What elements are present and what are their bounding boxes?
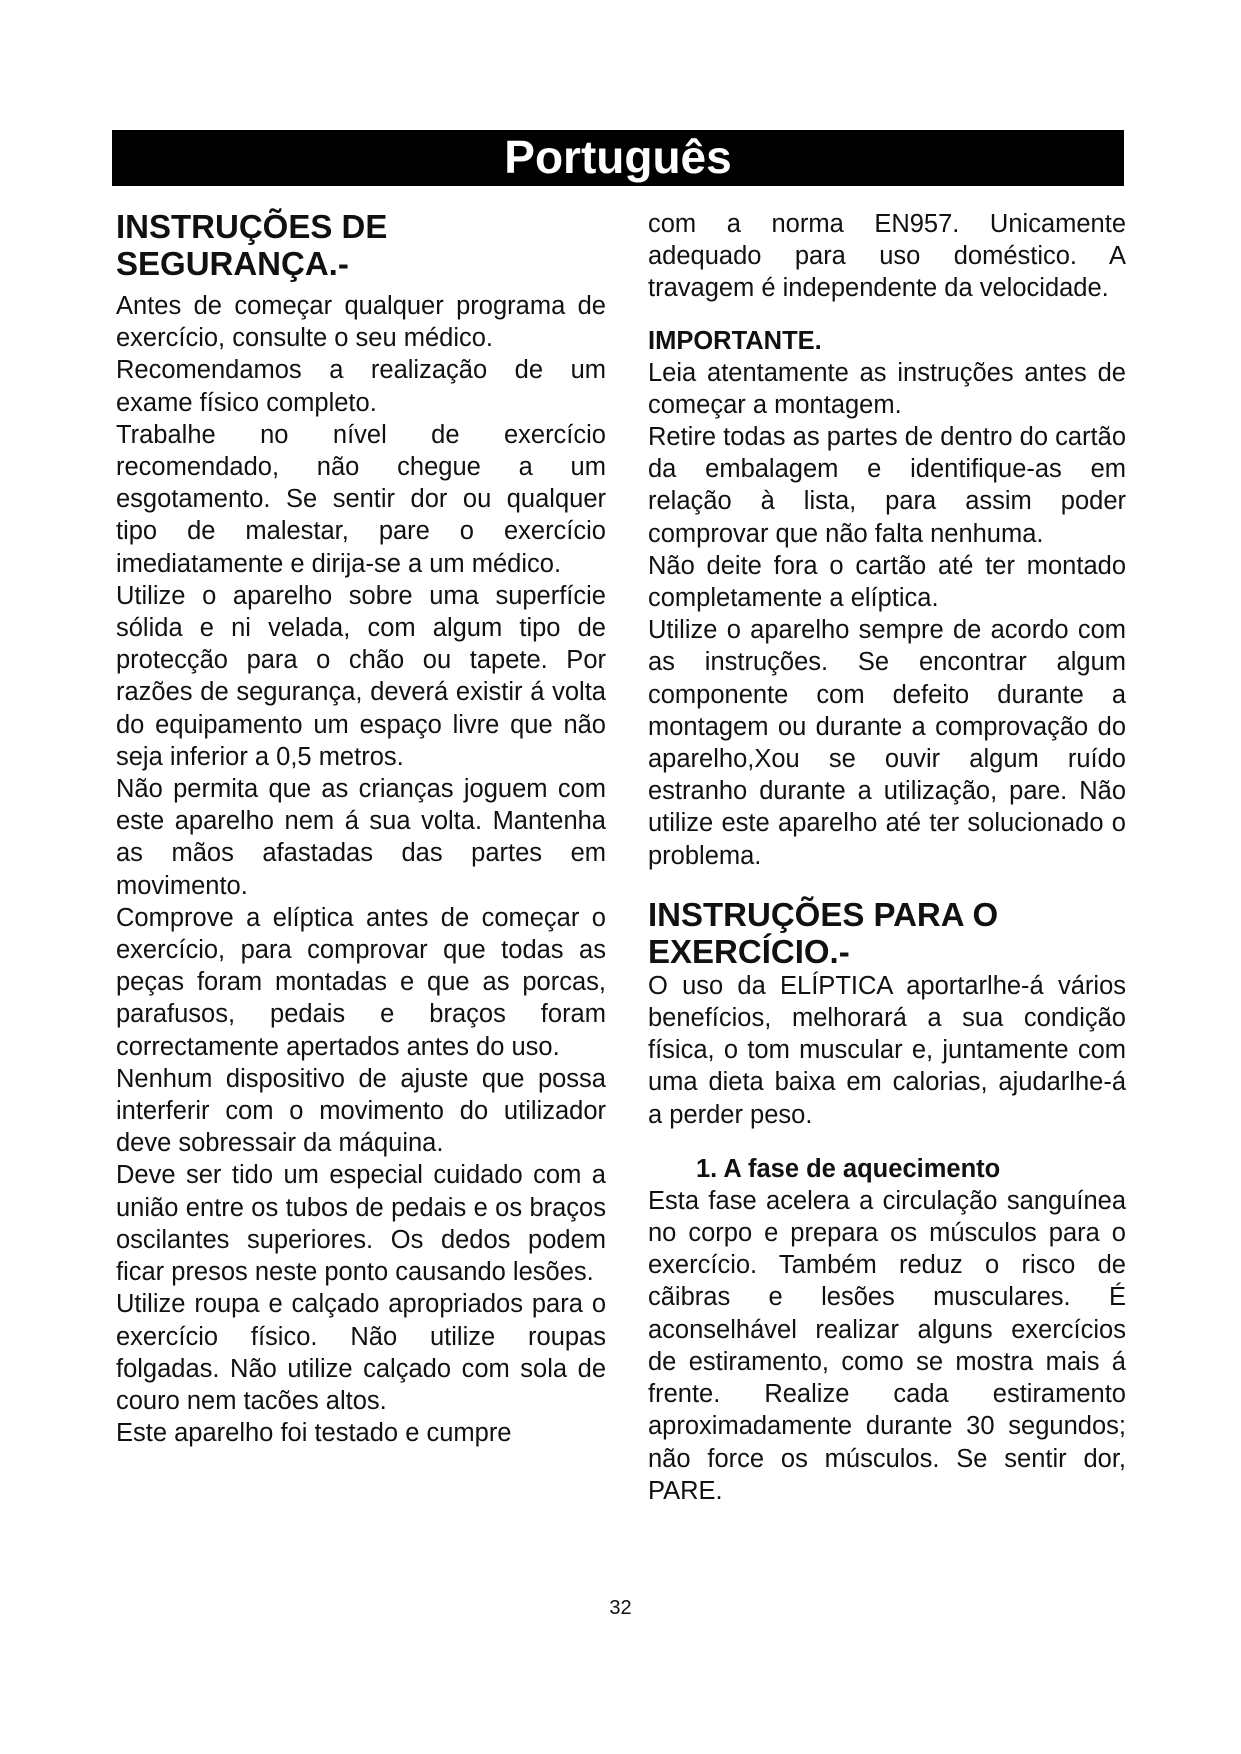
important-heading: IMPORTANTE.	[648, 326, 822, 355]
safety-paragraph: Recomendamos a realização de um exame físico completo.	[116, 356, 606, 417]
exercise-intro: O uso da ELÍPTICA aportarlhe-á vários benefícios, melhorará a sua condição física, o tom muscular e, juntamente com uma dieta baixa em calorias, ajudarlhe-á a perder peso.	[648, 971, 1126, 1129]
language-header-bar	[112, 130, 1124, 186]
safety-paragraph: Trabalhe no nível de exercício recomendado, não chegue a um esgotamento. Se sentir dor ou qualquer tipo de malestar, pare o exercício imediatamente e dirija-se a um médico.	[116, 420, 606, 578]
warmup-step-text: Esta fase acelera a circulação sanguínea no corpo e prepara os músculos para o exercício. Também reduz o risco de cãibras e lesões musculares. É aconselhável realizar alguns exercícios de estiramento, como se mostra mais á frente. Realize cada estiramento aproximadamente durante 30 segundos; não force os músculos. Se sentir dor, PARE.	[648, 1186, 1126, 1505]
right-column	[648, 208, 1126, 1507]
safety-paragraph: Este aparelho foi testado e cumpre	[116, 1419, 512, 1448]
language-title: Português	[504, 131, 732, 183]
important-paragraph: Não deite fora o cartão até ter montado completamente a elíptica.	[648, 551, 1126, 613]
important-paragraph: Leia atentamente as instruções antes de começar a montagem.	[648, 358, 1126, 419]
warmup-step-heading: 1. A fase de aquecimento	[696, 1154, 1001, 1183]
safety-heading: INSTRUÇÕES DE SEGURANÇA.-	[116, 208, 388, 282]
norm-continuation: com a norma EN957. Unicamente adequado para uso doméstico. A travagem é independente da velocidade.	[648, 210, 1126, 303]
safety-paragraph: Utilize roupa e calçado apropriados para o exercício físico. Não utilize roupas folgadas. Não utilize calçado com sola de couro nem tacões altos.	[116, 1290, 606, 1415]
safety-paragraph: Comprove a elíptica antes de começar o exercício, para comprovar que todas as peças foram montadas e que as porcas, parafusos, pedais e braços foram correctamente apertados antes do uso.	[116, 903, 606, 1061]
exercise-heading: INSTRUÇÕES PARA O EXERCÍCIO.-	[648, 895, 999, 970]
safety-paragraph: Não permita que as crianças joguem com este aparelho nem á sua volta. Mantenha as mãos afastadas das partes em movimento.	[116, 775, 606, 900]
safety-paragraph: Antes de começar qualquer programa de exercício, consulte o seu médico.	[116, 292, 606, 353]
page-number: 32	[609, 1597, 632, 1619]
important-paragraph: Utilize o aparelho sempre de acordo com as instruções. Se encontrar algum componente com defeito durante a montagem ou durante a comprovação do aparelho,Xou se ouvir algum ruído estranho durante a utilização, pare. Não utilize este aparelho até ter solucionado o problema.	[648, 616, 1126, 870]
important-paragraph: Retire todas as partes de dentro do cartão da embalagem e identifique-as em relação à lista, para assim poder comprovar que não falta nenhuma.	[648, 423, 1126, 548]
left-column	[116, 208, 606, 1449]
safety-paragraph: Nenhum dispositivo de ajuste que possa interferir com o movimento do utilizador deve sobressair da máquina.	[116, 1064, 606, 1158]
safety-paragraph: Utilize o aparelho sobre uma superfície sólida e ni velada, com algum tipo de protecção para o chão ou tapete. Por razões de segurança, deverá existir á volta do equipamento um espaço livre que não seja inferior a 0,5 metros.	[116, 581, 606, 771]
safety-paragraph: Deve ser tido um especial cuidado com a união entre os tubos de pedais e os braços oscilantes superiores. Os dedos podem ficar presos neste ponto causando lesões.	[116, 1161, 606, 1287]
